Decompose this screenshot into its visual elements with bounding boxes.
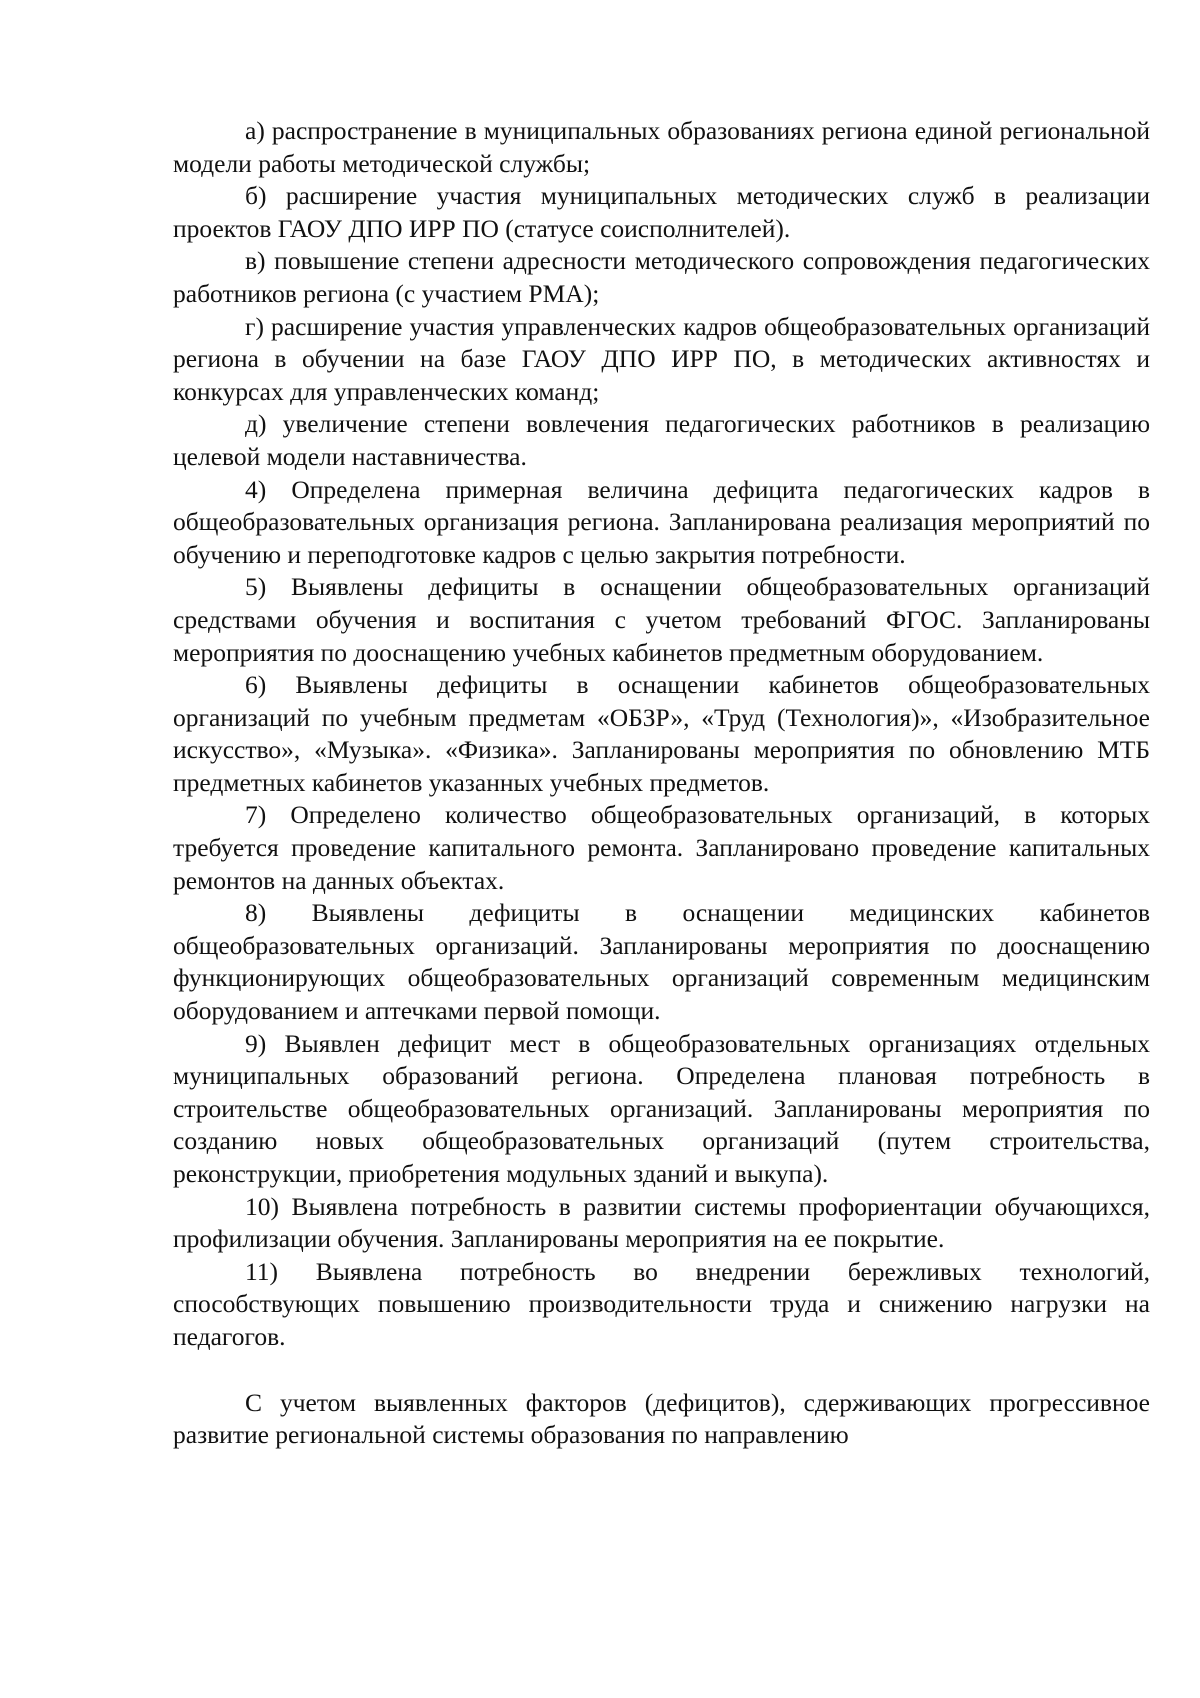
finding-4: 4) Определена примерная величина дефицита педагогических кадров в общеобразовательных организация региона. Запланирована реализация мероприятий по обучению и переподготовке кадров с целью закрытия потребности. xyxy=(173,474,1150,569)
finding-6: 6) Выявлены дефициты в оснащении кабинетов общеобразовательных организаций по учебным предметам «ОБЗР», «Труд (Технология)», «Изобразительное искусство», «Музыка». «Физика». Запланированы мероприятия по обновлению МТБ предметных кабинетов указанных учебных предметов. xyxy=(173,670,1150,797)
finding-11: 11) Выявлена потребность во внедрении бережливых технологий, способствующих повышению производительности труда и снижению нагрузки на педагогов. xyxy=(173,1256,1150,1351)
paragraph-spacer xyxy=(173,1354,1150,1387)
list-item-g: г) расширение участия управленческих кадров общеобразовательных организаций региона в обучении на базе ГАОУ ДПО ИРР ПО, в методических активностях и конкурсах для управленческих команд; xyxy=(173,311,1150,406)
finding-9: 9) Выявлен дефицит мест в общеобразовательных организациях отдельных муниципальных образований региона. Определена плановая потребность в строительстве общеобразовательных организаций. Запланированы мероприятия по созданию новых общеобразовательных организаций (путем строительства, реконструкции, приобретения модульных зданий и выкупа). xyxy=(173,1028,1150,1188)
document-body xyxy=(173,115,1150,1452)
finding-5: 5) Выявлены дефициты в оснащении общеобразовательных организаций средствами обучения и воспитания с учетом требований ФГОС. Запланированы мероприятия по дооснащению учебных кабинетов предметным оборудованием. xyxy=(173,572,1150,667)
list-item-a: а) распространение в муниципальных образованиях региона единой региональной модели работы методической службы; xyxy=(173,116,1150,178)
conclusion-paragraph: С учетом выявленных факторов (дефицитов), сдерживающих прогрессивное развитие региональной системы образования по направлению xyxy=(173,1387,1150,1450)
list-item-v: в) повышение степени адресности методического сопровождения педагогических работников региона (с участием РМА); xyxy=(173,246,1150,308)
finding-8: 8) Выявлены дефициты в оснащении медицинских кабинетов общеобразовательных организаций. Запланированы мероприятия по дооснащению функционирующих общеобразовательных организаций современным медицинским оборудованием и аптечками первой помощи. xyxy=(173,898,1150,1026)
finding-10: 10) Выявлена потребность в развитии системы профориентации обучающихся, профилизации обучения. Запланированы мероприятия на ее покрытие. xyxy=(173,1191,1150,1254)
list-item-b: б) расширение участия муниципальных методических служб в реализации проектов ГАОУ ДПО ИРР ПО (статусе соисполнителей). xyxy=(173,181,1150,243)
finding-7: 7) Определено количество общеобразовательных организаций, в которых требуется проведение капитального ремонта. Запланировано проведение капитальных ремонтов на данных объектах. xyxy=(173,800,1150,895)
list-item-d: д) увеличение степени вовлечения педагогических работников в реализацию целевой модели наставничества. xyxy=(173,409,1150,471)
